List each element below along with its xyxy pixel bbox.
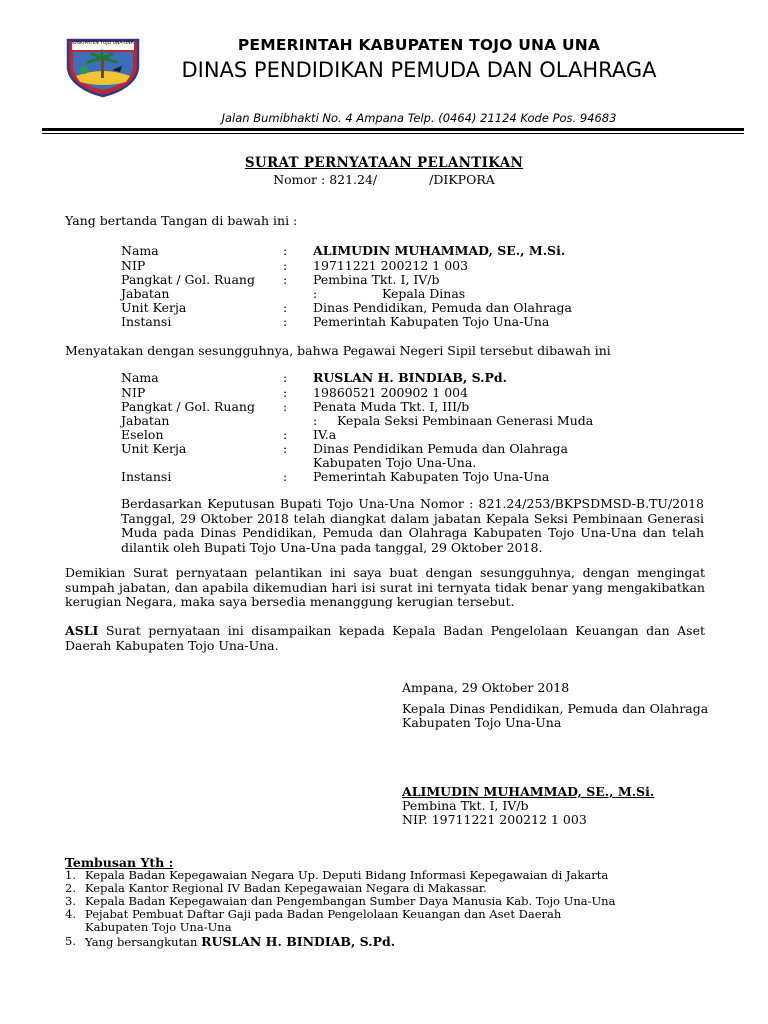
- document-number-prefix: Nomor : 821.24/: [273, 172, 378, 187]
- cc-item: Kepala Badan Kepegawaian dan Pengembangan Sumber Daya Manusia Kab. Tojo Una-Una: [85, 894, 616, 908]
- cc-number: 5.: [65, 934, 76, 948]
- asli-label: ASLI: [65, 623, 99, 638]
- statement-paragraph: Demikian Surat pernyataan pelantikan ini saya buat dengan sesungguhnya, dengan mengingat sumpah jabatan, dan apabila dikemudian hari isi surat ini ternyata tidak benar yang mengakibatkan kerugian Negara, maka saya bersedia menanggung kerugian tersebut.: [65, 565, 705, 609]
- signer-name: ALIMUDIN MUHAMMAD, SE., M.Si.: [313, 243, 566, 258]
- employee-colon: :: [283, 385, 288, 400]
- employee-label: Unit Kerja: [121, 441, 187, 456]
- employee-position: Kepala Seksi Pembinaan Generasi Muda: [337, 413, 594, 428]
- employee-colon: :: [283, 370, 288, 385]
- signer-colon: :: [283, 314, 288, 329]
- employee-colon: :: [283, 427, 288, 442]
- decree-paragraph: Berdasarkan Keputusan Bupati Tojo Una-Una Nomor : 821.24/253/BKPSDMSD-B.TU/2018 Tanggal, 29 Oktober 2018 telah diangkat dalam jabatan Kepala Seksi Pembinaan Generasi Muda pada Dinas Pendidikan, Pemuda dan Olahraga Kabupaten Tojo Una-Una dan telah dilantik oleh Bupati Tojo Una-Una pada tanggal, 29 Oktober 2018.: [121, 496, 704, 555]
- cc-item: Kepala Kantor Regional IV Badan Kepegawaian Negara di Makassar.: [85, 881, 487, 895]
- cc-number: 1.: [65, 868, 76, 882]
- signer-colon: :: [283, 258, 288, 273]
- document-number: [0, 172, 768, 187]
- employee-echelon: IV.a: [313, 427, 337, 442]
- signer-label: Jabatan: [121, 286, 170, 301]
- signer-label: Pangkat / Gol. Ruang: [121, 272, 255, 287]
- asli-text: Surat pernyataan ini disampaikan kepada Kepala Badan Pengelolaan Keuangan dan Aset Daerah Kabupaten Tojo Una-Una.: [65, 623, 705, 653]
- letterhead-rule-thin: [42, 133, 744, 134]
- employee-label: Instansi: [121, 469, 172, 484]
- cc-number: 3.: [65, 894, 76, 908]
- logo-caption: KABUPATEN TOJO UNA-UNA: [72, 41, 134, 46]
- signer-colon: :: [313, 286, 318, 301]
- signer-agency: Pemerintah Kabupaten Tojo Una-Una: [313, 314, 550, 329]
- signer-colon: :: [283, 272, 288, 287]
- employee-colon: :: [283, 441, 288, 456]
- employee-nip: 19860521 200902 1 004: [313, 385, 469, 400]
- signer-position-line2: Kabupaten Tojo Una-Una: [402, 715, 562, 730]
- employee-label: Nama: [121, 370, 159, 385]
- employee-unit-line2: Kabupaten Tojo Una-Una.: [313, 455, 477, 470]
- employee-label: NIP: [121, 385, 146, 400]
- signer-rank: Pembina Tkt. I, IV/b: [313, 272, 440, 287]
- document-title: SURAT PERNYATAAN PELANTIKAN: [244, 155, 524, 171]
- signer-colon: :: [283, 243, 288, 258]
- department-name: DINAS PENDIDIKAN PEMUDA DAN OLAHRAGA: [181, 58, 657, 82]
- government-name: PEMERINTAH KABUPATEN TOJO UNA UNA: [237, 36, 601, 54]
- cc-item: [85, 934, 395, 949]
- signer-label: Instansi: [121, 314, 172, 329]
- employee-name: RUSLAN H. BINDIAB, S.Pd.: [313, 370, 508, 385]
- declaration-text: Menyatakan dengan sesungguhnya, bahwa Pegawai Negeri Sipil tersebut dibawah ini: [65, 343, 611, 358]
- carbon-copy-heading: Tembusan Yth :: [65, 855, 174, 870]
- cc-item-line2: Kabupaten Tojo Una-Una: [85, 920, 232, 934]
- employee-rank: Penata Muda Tkt. I, III/b: [313, 399, 470, 414]
- signature-nip: NIP. 19711221 200212 1 003: [402, 812, 587, 827]
- cc-number: 4.: [65, 907, 76, 921]
- signature-name: ALIMUDIN MUHAMMAD, SE., M.Si.: [402, 784, 655, 799]
- cc-item-text: Yang bersangkutan: [85, 935, 202, 949]
- document-number-suffix: /DIKPORA: [429, 172, 495, 187]
- signer-label: Unit Kerja: [121, 300, 187, 315]
- original-copy-paragraph: [65, 624, 705, 653]
- employee-colon: :: [283, 469, 288, 484]
- place-date: Ampana, 29 Oktober 2018: [402, 680, 570, 695]
- signer-position: Kepala Dinas: [382, 286, 466, 301]
- signature-rank: Pembina Tkt. I, IV/b: [402, 798, 529, 813]
- signer-label: NIP: [121, 258, 146, 273]
- signer-unit: Dinas Pendidikan, Pemuda dan Olahraga: [313, 300, 572, 315]
- cc-number: 2.: [65, 881, 76, 895]
- cc-item: Pejabat Pembuat Daftar Gaji pada Badan Pengelolaan Keuangan dan Aset Daerah: [85, 907, 562, 921]
- signer-label: Nama: [121, 243, 159, 258]
- office-address: Jalan Bumibhakti No. 4 Ampana Telp. (0464) 21124 Kode Pos. 94683: [221, 111, 617, 125]
- employee-agency: Pemerintah Kabupaten Tojo Una-Una: [313, 469, 550, 484]
- signer-colon: :: [283, 300, 288, 315]
- cc-item-name: RUSLAN H. BINDIAB, S.Pd.: [201, 934, 396, 949]
- employee-label: Eselon: [121, 427, 164, 442]
- cc-item: Kepala Badan Kepegawaian Negara Up. Deputi Bidang Informasi Kepegawaian di Jakarta: [85, 868, 609, 882]
- employee-colon: :: [283, 399, 288, 414]
- employee-label: Pangkat / Gol. Ruang: [121, 399, 255, 414]
- employee-label: Jabatan: [121, 413, 170, 428]
- signer-nip: 19711221 200212 1 003: [313, 258, 469, 273]
- employee-colon: :: [313, 413, 318, 428]
- intro-text: Yang bertanda Tangan di bawah ini :: [65, 213, 298, 228]
- employee-unit: Dinas Pendidikan Pemuda dan Olahraga: [313, 441, 568, 456]
- letterhead-rule-thick: [42, 128, 744, 131]
- signer-position-line1: Kepala Dinas Pendidikan, Pemuda dan Olahraga: [402, 701, 709, 716]
